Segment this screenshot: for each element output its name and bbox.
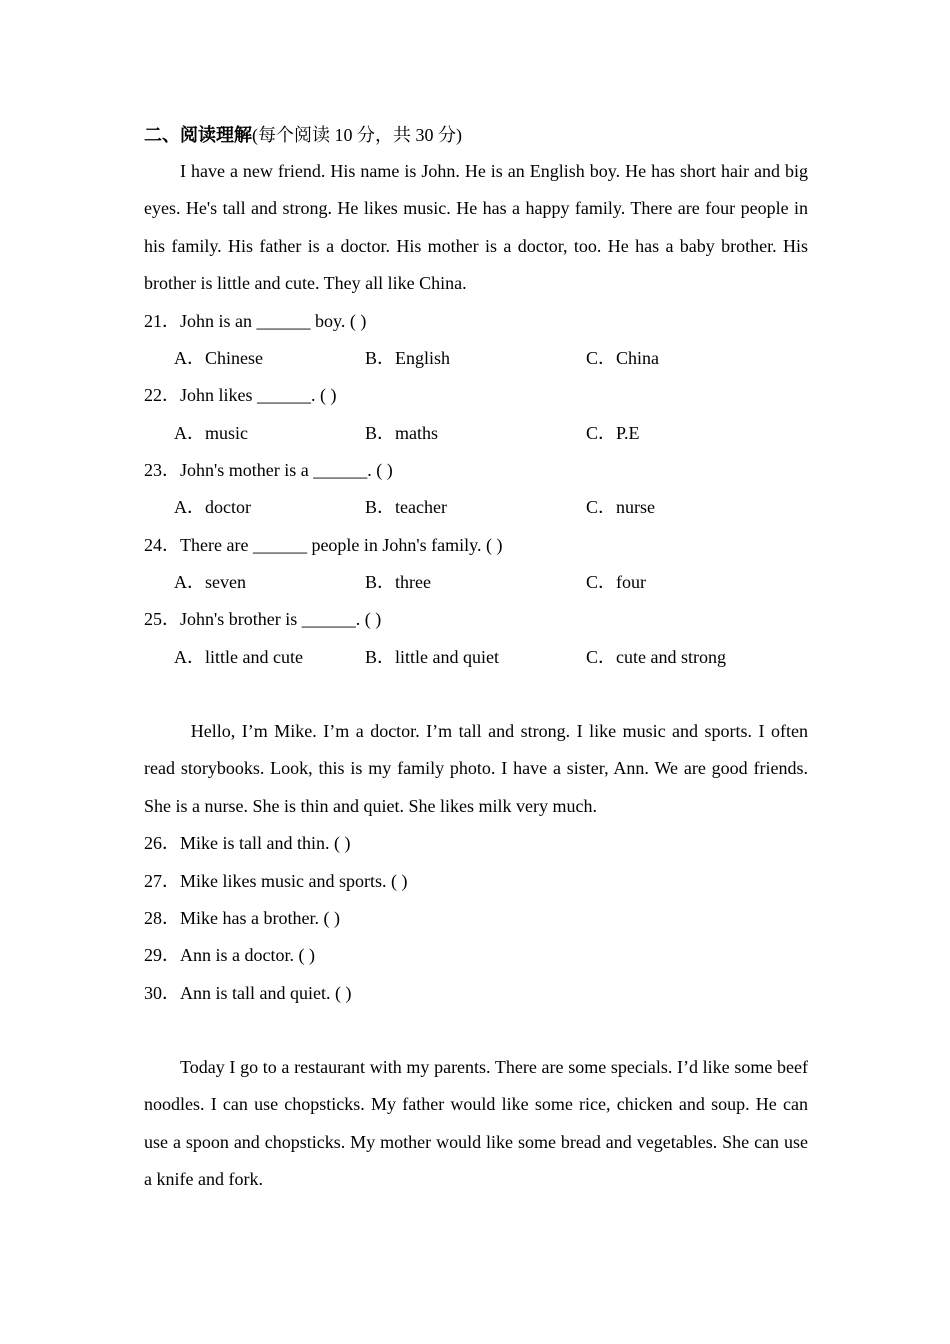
question-22: 22．John likes ______. ( ): [144, 385, 337, 405]
section-score-note: (每个阅读 10 分，共 30 分): [252, 125, 462, 145]
question-28: 28．Mike has a brother. ( ): [144, 908, 340, 928]
question-24-option-b: B．three: [365, 572, 431, 592]
question-25-option-c: C．cute and strong: [586, 647, 726, 667]
question-23: 23．John's mother is a ______. ( ): [144, 460, 393, 480]
section-heading: 二、阅读理解: [144, 125, 252, 145]
question-25: 25．John's brother is ______. ( ): [144, 609, 382, 629]
question-24: 24．There are ______ people in John's family. ( ): [144, 535, 503, 555]
question-23-option-c: C．nurse: [586, 497, 655, 517]
question-25-option-a: A．little and cute: [174, 647, 303, 667]
question-22-option-c: C．P.E: [586, 423, 640, 443]
question-25-option-b: B．little and quiet: [365, 647, 499, 667]
question-23-option-a: A．doctor: [174, 497, 251, 517]
question-21-option-b: B．English: [365, 348, 451, 368]
reading1-passage: I have a new friend. His name is John. He is an English boy. He has short hair and big eyes. He's tall and strong. He likes music. He has a happy family. There are four people in his family. His father is a doctor. His mother is a doctor, too. He has a baby brother. His brother is little and cute. They all like China.: [144, 161, 808, 293]
reading3-passage: Today I go to a restaurant with my parents. There are some specials. I’d like some beef noodles. I can use chopsticks. My father would like some rice, chicken and soup. He can use a spoon and chopsticks. My mother would like some bread and vegetables. She can use a knife and fork.: [144, 1057, 808, 1189]
question-29: 29．Ann is a doctor. ( ): [144, 945, 315, 965]
question-30: 30．Ann is tall and quiet. ( ): [144, 983, 352, 1003]
section-title: [144, 121, 462, 147]
question-27: 27．Mike likes music and sports. ( ): [144, 871, 408, 891]
question-26: 26．Mike is tall and thin. ( ): [144, 833, 351, 853]
reading2-passage: Hello, I’m Mike. I’m a doctor. I’m tall and strong. I like music and sports. I often read storybooks. Look, this is my family photo. I have a sister, Ann. We are good friends. She is a nurse. She is thin and quiet. She likes milk very much.: [144, 721, 808, 816]
question-21: 21．John is an ______ boy. ( ): [144, 311, 367, 331]
question-23-option-b: B．teacher: [365, 497, 447, 517]
question-22-option-a: A．music: [174, 423, 248, 443]
question-24-option-a: A．seven: [174, 572, 246, 592]
question-24-option-c: C．four: [586, 572, 646, 592]
question-21-option-c: C．China: [586, 348, 660, 368]
question-22-option-b: B．maths: [365, 423, 439, 443]
question-21-option-a: A．Chinese: [174, 348, 263, 368]
